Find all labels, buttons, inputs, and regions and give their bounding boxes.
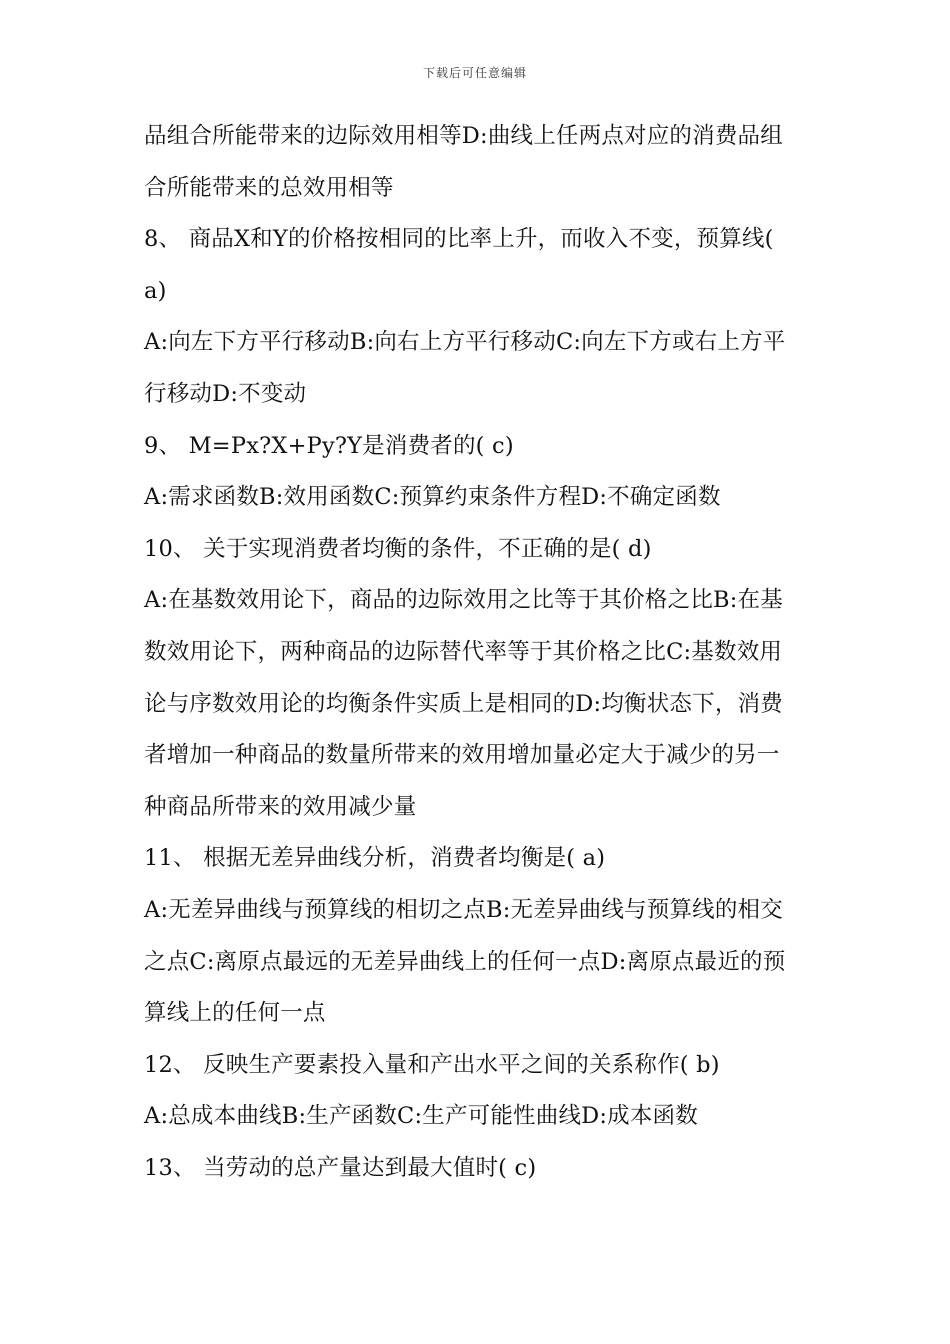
options-line: A:总成本曲线B:生产函数C:生产可能性曲线D:成本函数 <box>144 1103 698 1130</box>
options-line: A:向左下方平行移动B:向右上方平行移动C:向左下方或右上方平 <box>144 329 786 356</box>
options-line: 行移动D:不变动 <box>144 380 307 407</box>
options-line: A:无差异曲线与预算线的相切之点B:无差异曲线与预算线的相交 <box>144 896 783 923</box>
text-line: 品组合所能带来的边际效用相等D:曲线上任两点对应的消费品组 <box>144 123 783 149</box>
options-line: 论与序数效用论的均衡条件实质上是相同的D:均衡状态下，消费 <box>144 690 783 717</box>
text-line: a) <box>144 277 167 304</box>
page-header: 下载后可任意编辑 <box>422 66 527 80</box>
text-line: 合所能带来的总效用相等 <box>144 174 394 201</box>
question-8: 8、 商品X和Y的价格按相同的比率上升，而收入不变，预算线( <box>144 226 774 253</box>
options-line: 数效用论下，两种商品的边际替代率等于其价格之比C:基数效用 <box>144 638 783 665</box>
question-11: 11、 根据无差异曲线分析，消费者均衡是( a) <box>144 845 606 872</box>
options-line: A:需求函数B:效用函数C:预算约束条件方程D:不确定函数 <box>144 484 721 511</box>
question-10: 10、 关于实现消费者均衡的条件，不正确的是( d) <box>144 535 652 562</box>
question-9: 9、 M=Px?X+Py?Y是消费者的( c) <box>144 432 514 459</box>
options-line: A:在基数效用论下，商品的边际效用之比等于其价格之比B:在基 <box>144 587 783 614</box>
options-line: 算线上的任何一点 <box>144 1000 326 1027</box>
options-line: 者增加一种商品的数量所带来的效用增加量必定大于减少的另一 <box>144 742 780 769</box>
question-12: 12、 反映生产要素投入量和产出水平之间的关系称作( b) <box>144 1051 720 1078</box>
document-body <box>144 111 809 1194</box>
options-line: 种商品所带来的效用减少量 <box>144 793 417 820</box>
question-13: 13、 当劳动的总产量达到最大值时( c) <box>144 1154 537 1181</box>
options-line: 之点C:离原点最远的无差异曲线上的任何一点D:离原点最近的预 <box>144 948 786 975</box>
